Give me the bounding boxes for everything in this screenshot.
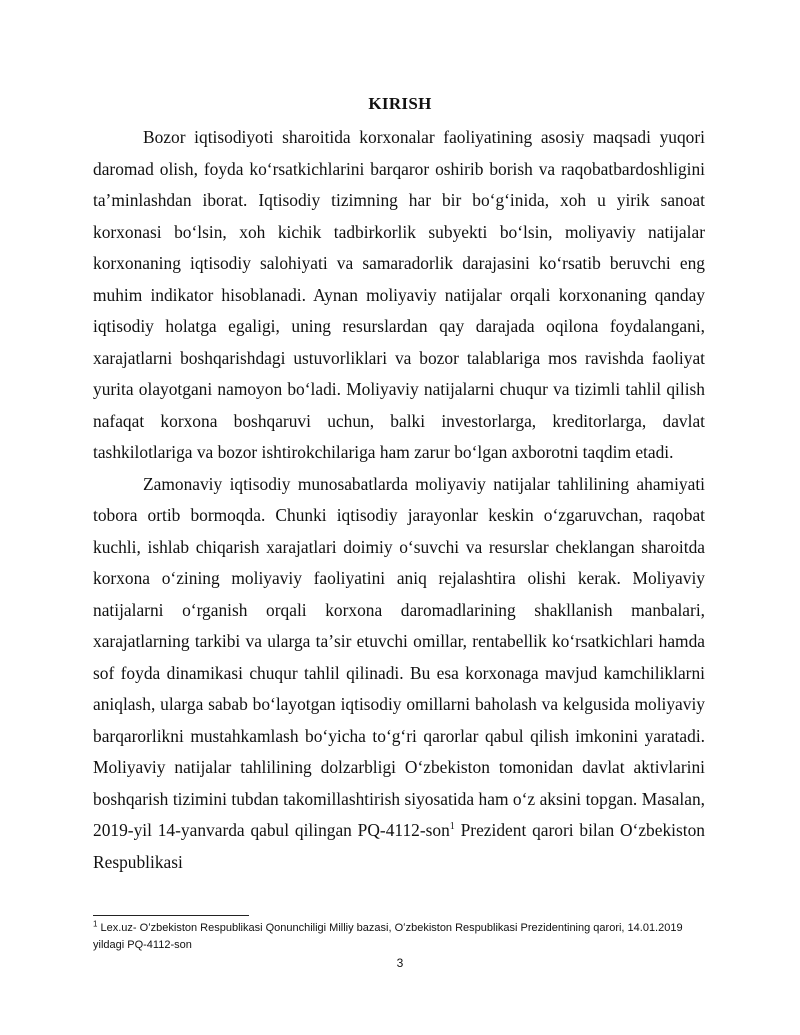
footnote-reference[interactable]: 1 — [449, 821, 455, 833]
body-text — [93, 122, 705, 878]
paragraph-2-tail: Prezident qarori bilan Oʻzbekiston Respublikasi — [93, 820, 705, 872]
paragraph-1: Bozor iqtisodiyoti sharoitida korxonalar faoliyatining asosiy maqsadi yuqori daromad olish, foyda koʻrsatkichlarini barqaror oshirib borish va raqobatbardoshligini taʼminlashdan iborat. Iqtisodiy tizimning har bir boʻgʻinida, xoh u yirik sanoat korxonasi boʻlsin, xoh kichik tadbirkorlik subyekti boʻlsin, moliyaviy natijalar korxonaning iqtisodiy salohiyati va samaradorlik darajasini koʻrsatib beruvchi eng muhim indikator hisoblanadi. Aynan moliyaviy natijalar orqali korxonaning qanday iqtisodiy holatga egaligi, uning resurslardan qay darajada oqilona foydalangani, xarajatlarni boshqarishdagi ustuvorliklari va bozor talablariga mos ravishda faoliyat yurita olayotgani namoyon boʻladi. Moliyaviy natijalarni chuqur va tizimli tahlil qilish nafaqat korxona boshqaruvi uchun, balki investorlarga, kreditorlarga, davlat tashkilotlariga va bozor ishtirokchilariga ham zarur boʻlgan axborotni taqdim etadi. — [93, 127, 705, 462]
footnote-text: Lex.uz- Oʻzbekiston Respublikasi Qonunchiligi Milliy bazasi, Oʻzbekiston Respublikasi Prezidentining qarori, 14.01.2019 yildagi PQ-4112-son — [93, 922, 683, 951]
footnote — [93, 920, 705, 954]
paragraph-2 — [93, 469, 705, 879]
footnote-number: 1 — [93, 919, 98, 929]
paragraph-2-main: Zamonaviy iqtisodiy munosabatlarda moliyaviy natijalar tahlilining ahamiyati tobora ortib bormoqda. Chunki iqtisodiy jarayonlar keskin oʻzgaruvchan, raqobat kuchli, ishlab chiqarish xarajatlari doimiy oʻsuvchi va resurslar cheklangan sharoitda korxona oʻzining moliyaviy faoliyatini aniq rejalashtira olishi kerak. Moliyaviy natijalarni oʻrganish orqali korxona daromadlarining shakllanish manbalari, xarajatlarning tarkibi va ularga taʼsir etuvchi omillar, rentabellik koʻrsatkichlari hamda sof foyda dinamikasi chuqur tahlil qilinadi. Bu esa korxonaga mavjud kamchiliklarni aniqlash, ularga sabab boʻlayotgan iqtisodiy omillarni baholash va kelgusida moliyaviy barqarorlikni mustahkamlash boʻyicha toʻgʻri qarorlar qabul qilish imkonini yaratadi. Moliyaviy natijalar tahlilining dolzarbligi Oʻzbekiston tomonidan davlat aktivlarini boshqarish tizimini tubdan takomillashtirish siyosatida ham oʻz aksini topgan. Masalan, 2019-yil 14-yanvarda qabul qilingan PQ-4112-son — [93, 473, 705, 840]
page-number: 3 — [396, 956, 404, 970]
footnote-divider — [93, 915, 249, 916]
page-title: KIRISH — [368, 94, 432, 113]
